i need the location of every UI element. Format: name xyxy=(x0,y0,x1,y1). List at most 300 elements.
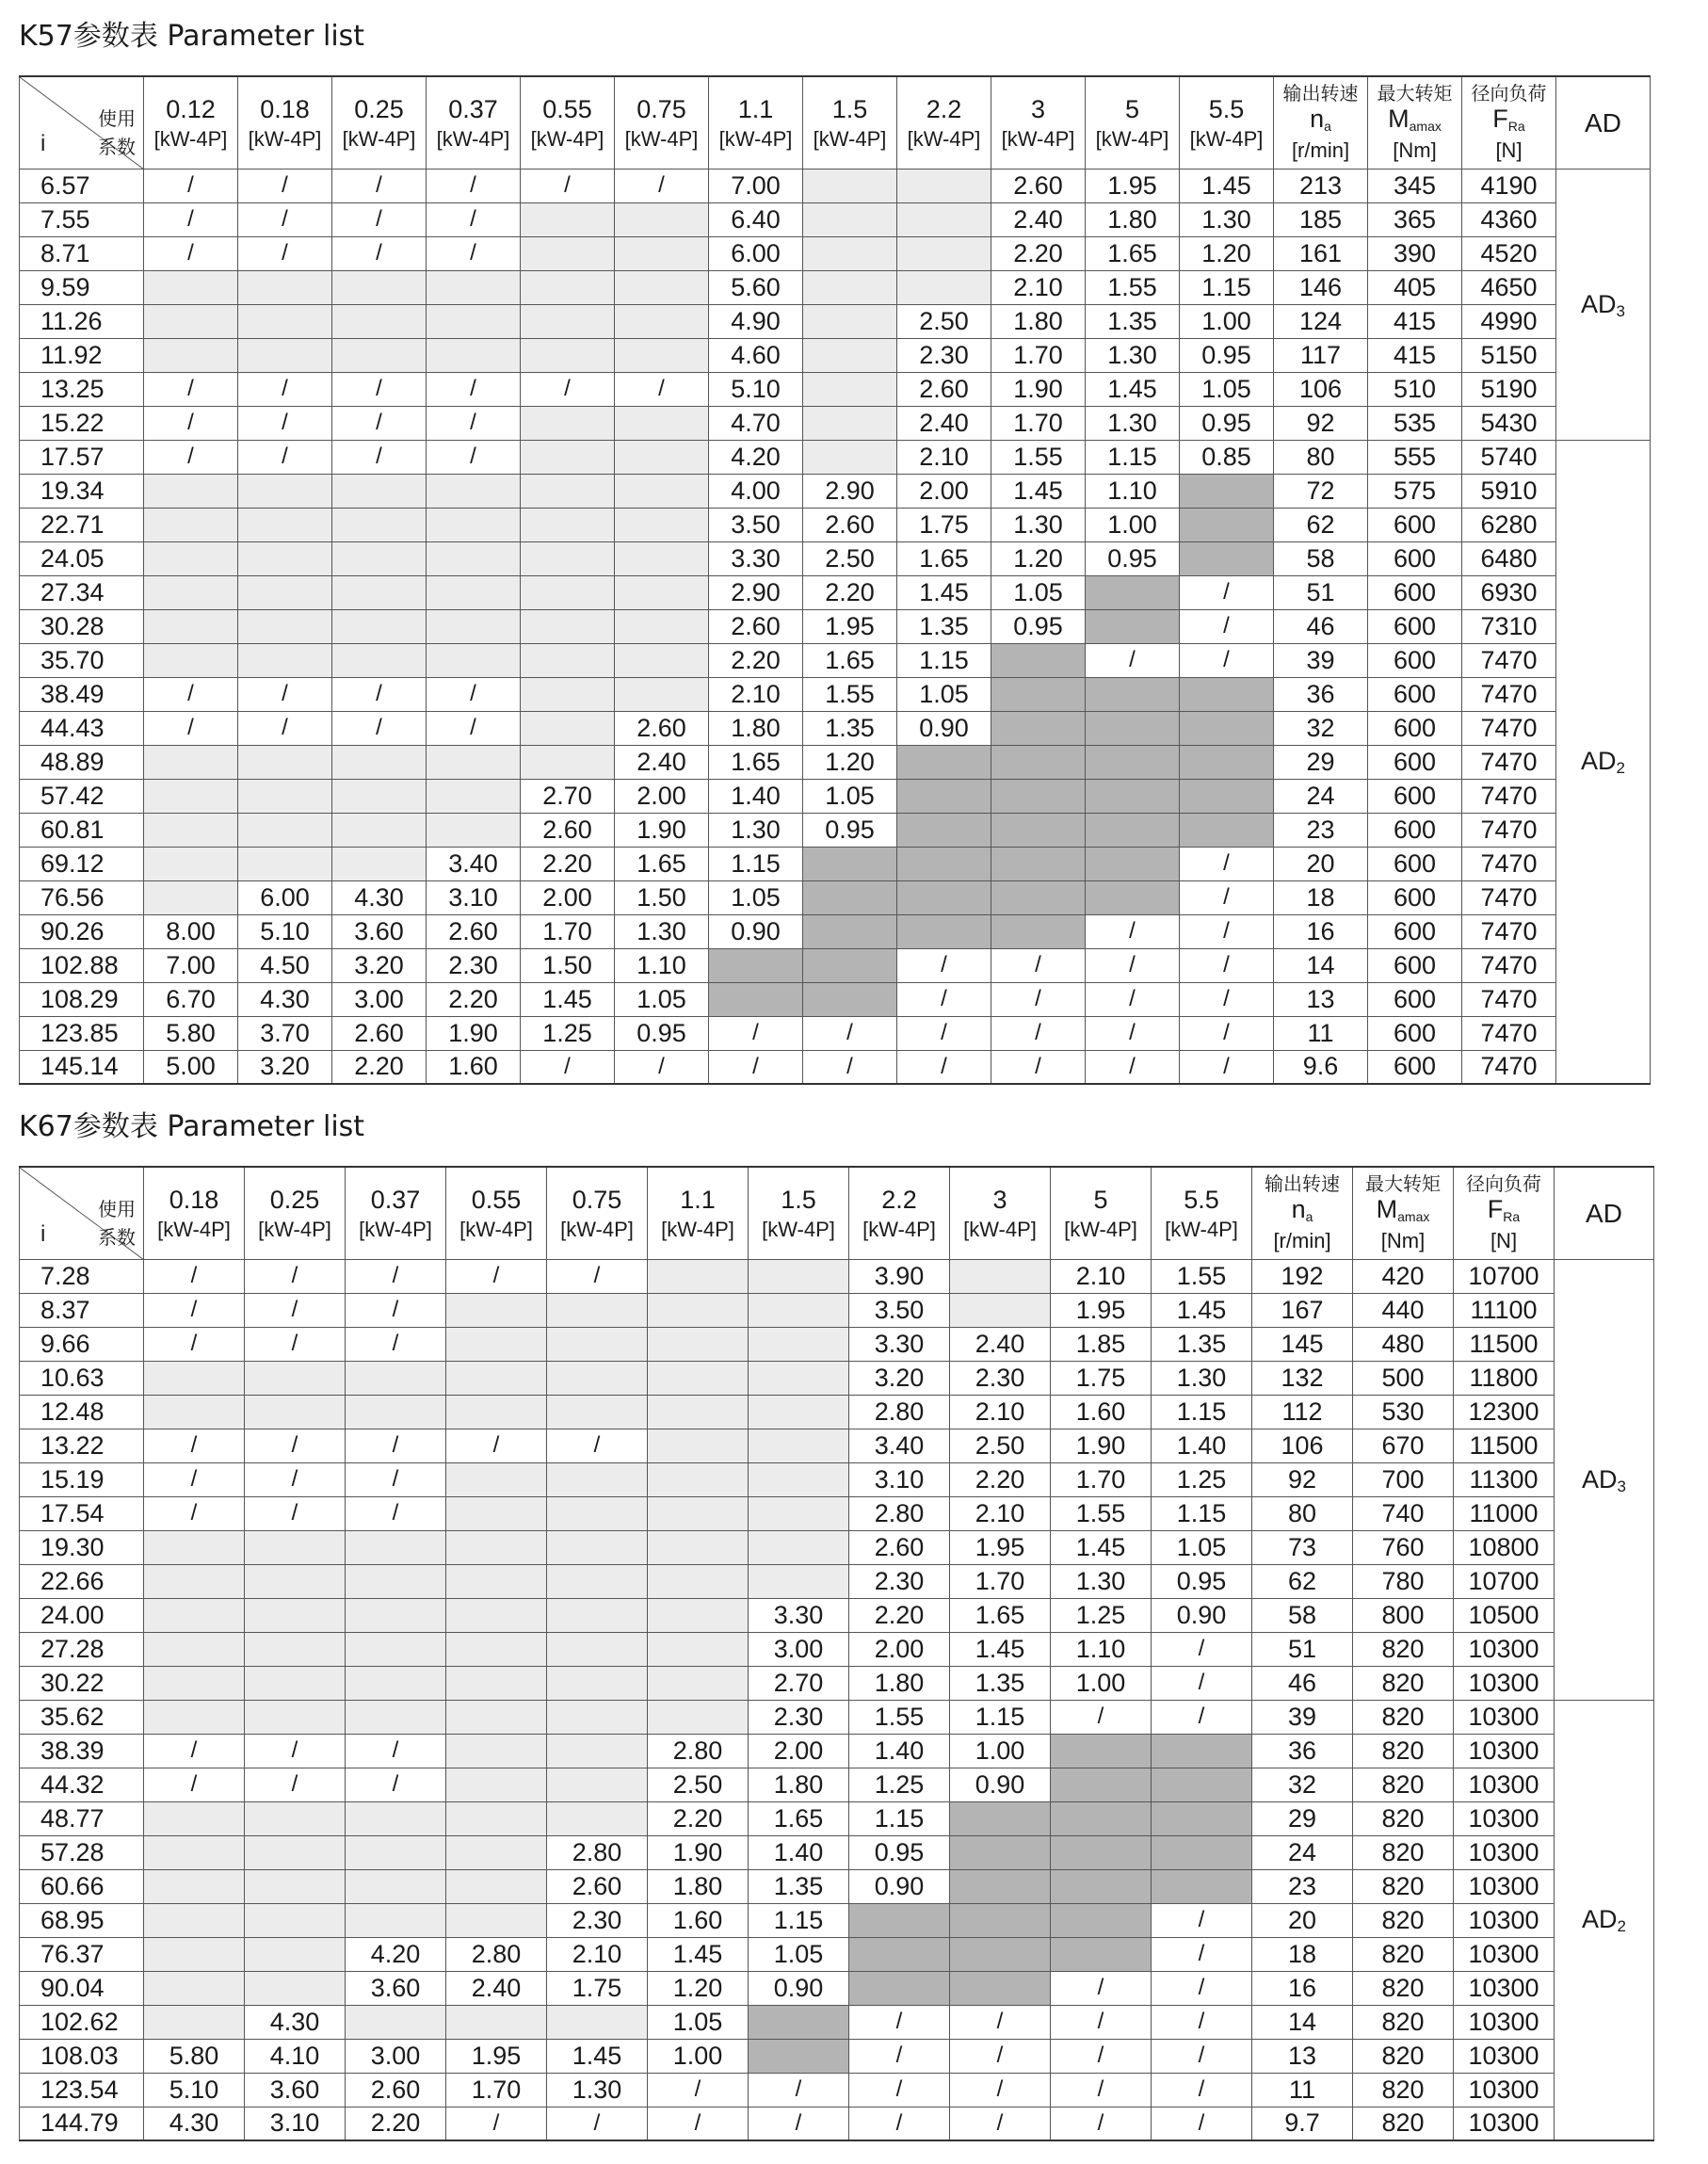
not-applicable-cell: / xyxy=(950,2073,1051,2107)
service-factor-cell: 2.90 xyxy=(803,474,897,508)
table-row xyxy=(20,1768,1654,1801)
empty-cell xyxy=(547,1666,648,1700)
service-factor-cell: 2.10 xyxy=(1051,1259,1152,1293)
power-value: 2.2 xyxy=(926,94,962,123)
service-factor-cell: 1.55 xyxy=(1152,1259,1252,1293)
not-applicable-cell: / xyxy=(245,1327,346,1361)
not-applicable-cell: / xyxy=(991,948,1086,982)
empty-cell xyxy=(238,270,332,304)
table-row xyxy=(20,2073,1654,2107)
header-symbol: $M_{amax}$ xyxy=(1376,1195,1430,1225)
service-factor-cell: 4.00 xyxy=(709,474,803,508)
max-torque-cell: 780 xyxy=(1353,1564,1454,1598)
service-factor-cell: 2.60 xyxy=(615,711,709,745)
table-row xyxy=(20,745,1651,779)
not-applicable-cell: / xyxy=(615,372,709,406)
power-header xyxy=(332,76,427,169)
not-applicable-cell: / xyxy=(238,406,332,440)
not-applicable-cell: / xyxy=(1086,948,1180,982)
unavailable-cell xyxy=(950,1835,1051,1869)
service-factor-cell: 2.50 xyxy=(803,541,897,575)
service-factor-cell: 1.80 xyxy=(648,1869,749,1903)
empty-cell xyxy=(427,575,521,609)
table-row xyxy=(20,982,1651,1016)
ratio-cell: 60.66 xyxy=(20,1869,144,1903)
power-header xyxy=(1152,1167,1252,1259)
service-factor-cell: 1.60 xyxy=(427,1050,521,1084)
radial-load-cell: 11100 xyxy=(1454,1293,1555,1327)
ratio-cell: 27.34 xyxy=(20,575,144,609)
ratio-cell: 30.22 xyxy=(20,1666,144,1700)
service-factor-cell: 5.10 xyxy=(238,914,332,948)
empty-cell xyxy=(144,270,238,304)
radial-load-cell: 4360 xyxy=(1462,202,1556,236)
service-factor-cell: 1.75 xyxy=(547,1971,648,2005)
header-symbol: $n_a$ xyxy=(1291,1195,1313,1225)
radial-load-cell: 10700 xyxy=(1454,1259,1555,1293)
service-factor-cell: 1.45 xyxy=(897,575,991,609)
ratio-cell: 30.28 xyxy=(20,609,144,643)
not-applicable-cell: / xyxy=(1180,847,1274,880)
output-speed-cell: 73 xyxy=(1252,1530,1353,1564)
power-unit: [kW-4P] xyxy=(907,126,981,151)
corner-coef-label: 系数 xyxy=(98,136,136,158)
ratio-cell: 44.43 xyxy=(20,711,144,745)
header-unit: [Nm] xyxy=(1380,1229,1426,1253)
not-applicable-cell: / xyxy=(1086,643,1180,677)
empty-cell xyxy=(521,270,615,304)
service-factor-cell: 2.20 xyxy=(991,236,1086,270)
empty-cell xyxy=(144,643,238,677)
empty-cell xyxy=(346,1395,446,1429)
header-unit: [r/min] xyxy=(1291,138,1350,163)
radial-load-cell: 10300 xyxy=(1454,2005,1555,2039)
unavailable-cell xyxy=(709,948,803,982)
ratio-cell: 123.85 xyxy=(20,1016,144,1050)
unavailable-cell xyxy=(897,779,991,813)
ad-header: AD xyxy=(1555,1167,1654,1259)
service-factor-cell: 1.10 xyxy=(1051,1632,1152,1666)
unavailable-cell xyxy=(1180,813,1274,847)
empty-cell xyxy=(897,270,991,304)
power-unit: [kW-4P] xyxy=(342,126,416,151)
power-value: 2.2 xyxy=(881,1185,917,1214)
max-torque-cell: 820 xyxy=(1353,1903,1454,1937)
empty-cell xyxy=(245,1801,346,1835)
power-header xyxy=(238,76,332,169)
service-factor-cell: 0.95 xyxy=(1152,1564,1252,1598)
service-factor-cell: 1.80 xyxy=(1086,202,1180,236)
empty-cell xyxy=(521,575,615,609)
service-factor-cell: 2.80 xyxy=(446,1937,547,1971)
power-unit: [kW-4P] xyxy=(560,1217,634,1241)
empty-cell xyxy=(749,1395,849,1429)
max-torque-cell: 820 xyxy=(1353,1835,1454,1869)
empty-cell xyxy=(346,1666,446,1700)
radial-load-cell: 7470 xyxy=(1462,880,1556,914)
service-factor-cell: 1.05 xyxy=(991,575,1086,609)
not-applicable-cell: / xyxy=(1180,948,1274,982)
radial-load-cell: 10300 xyxy=(1454,1835,1555,1869)
ad-label: AD xyxy=(1582,1464,1618,1494)
empty-cell xyxy=(648,1462,749,1496)
not-applicable-cell: / xyxy=(1180,1016,1274,1050)
ratio-cell: 144.79 xyxy=(20,2107,144,2140)
unavailable-cell xyxy=(1051,1734,1152,1768)
service-factor-cell: 8.00 xyxy=(144,914,238,948)
service-factor-cell: 1.50 xyxy=(615,880,709,914)
empty-cell xyxy=(144,847,238,880)
table-row xyxy=(20,1835,1654,1869)
empty-cell xyxy=(346,1632,446,1666)
ratio-cell: 13.22 xyxy=(20,1429,144,1462)
not-applicable-cell: / xyxy=(144,406,238,440)
empty-cell xyxy=(144,474,238,508)
ad-label: AD xyxy=(1581,747,1617,776)
ad-subscript: 2 xyxy=(1617,1917,1626,1936)
radial-load-cell: 7470 xyxy=(1462,677,1556,711)
not-applicable-cell: / xyxy=(1086,982,1180,1016)
service-factor-cell: 3.00 xyxy=(749,1632,849,1666)
service-factor-cell: 1.70 xyxy=(446,2073,547,2107)
not-applicable-cell: / xyxy=(648,2073,749,2107)
service-factor-cell: 1.65 xyxy=(803,643,897,677)
service-factor-cell: 3.40 xyxy=(427,847,521,880)
service-factor-cell: 5.00 xyxy=(144,1050,238,1084)
service-factor-cell: 0.85 xyxy=(1180,440,1274,474)
max-torque-header xyxy=(1353,1167,1454,1259)
radial-load-cell: 10300 xyxy=(1454,1632,1555,1666)
not-applicable-cell: / xyxy=(849,2107,950,2140)
empty-cell xyxy=(245,1564,346,1598)
radial-load-cell: 11800 xyxy=(1454,1361,1555,1395)
unavailable-cell xyxy=(1180,745,1274,779)
empty-cell xyxy=(245,1530,346,1564)
empty-cell xyxy=(648,1632,749,1666)
unavailable-cell xyxy=(897,813,991,847)
empty-cell xyxy=(446,1598,547,1632)
max-torque-cell: 600 xyxy=(1368,880,1462,914)
not-applicable-cell: / xyxy=(238,677,332,711)
power-header xyxy=(1086,76,1180,169)
empty-cell xyxy=(615,304,709,338)
not-applicable-cell: / xyxy=(144,202,238,236)
ratio-cell: 11.92 xyxy=(20,338,144,372)
radial-load-cell: 7470 xyxy=(1462,1050,1556,1084)
not-applicable-cell: / xyxy=(1152,2107,1252,2140)
empty-cell xyxy=(547,1293,648,1327)
empty-cell xyxy=(427,813,521,847)
output-speed-cell: 24 xyxy=(1252,1835,1353,1869)
table-row xyxy=(20,270,1651,304)
empty-cell xyxy=(446,1632,547,1666)
empty-cell xyxy=(648,1327,749,1361)
unavailable-cell xyxy=(1086,813,1180,847)
empty-cell xyxy=(238,609,332,643)
service-factor-cell: 6.40 xyxy=(709,202,803,236)
service-factor-cell: 0.90 xyxy=(1152,1598,1252,1632)
empty-cell xyxy=(547,1598,648,1632)
corner-cell xyxy=(20,1167,144,1259)
table-row xyxy=(20,1395,1654,1429)
empty-cell xyxy=(749,1327,849,1361)
unavailable-cell xyxy=(1086,880,1180,914)
not-applicable-cell: / xyxy=(332,677,427,711)
service-factor-cell: 1.25 xyxy=(521,1016,615,1050)
empty-cell xyxy=(446,1903,547,1937)
power-value: 0.25 xyxy=(354,94,404,123)
service-factor-cell: 3.50 xyxy=(709,508,803,541)
max-torque-cell: 820 xyxy=(1353,1700,1454,1734)
empty-cell xyxy=(648,1496,749,1530)
not-applicable-cell: / xyxy=(991,1016,1086,1050)
not-applicable-cell: / xyxy=(238,202,332,236)
empty-cell xyxy=(648,1700,749,1734)
empty-cell xyxy=(521,338,615,372)
output-speed-cell: 124 xyxy=(1274,304,1368,338)
empty-cell xyxy=(346,1869,446,1903)
table-row xyxy=(20,880,1651,914)
power-unit: [kW-4P] xyxy=(153,126,228,151)
empty-cell xyxy=(547,1361,648,1395)
empty-cell xyxy=(144,1971,245,2005)
empty-cell xyxy=(446,1734,547,1768)
not-applicable-cell: / xyxy=(144,1734,245,1768)
empty-cell xyxy=(144,1564,245,1598)
service-factor-cell: 3.20 xyxy=(849,1361,950,1395)
empty-cell xyxy=(446,1666,547,1700)
not-applicable-cell: / xyxy=(1180,982,1274,1016)
service-factor-cell: 1.45 xyxy=(1180,169,1274,202)
not-applicable-cell: / xyxy=(1152,2073,1252,2107)
empty-cell xyxy=(144,1666,245,1700)
empty-cell xyxy=(144,1869,245,1903)
max-torque-cell: 600 xyxy=(1368,1016,1462,1050)
unavailable-cell xyxy=(1051,1869,1152,1903)
empty-cell xyxy=(615,677,709,711)
service-factor-cell: 1.55 xyxy=(1086,270,1180,304)
output-speed-cell: 106 xyxy=(1252,1429,1353,1462)
empty-cell xyxy=(803,202,897,236)
ratio-cell: 12.48 xyxy=(20,1395,144,1429)
max-torque-cell: 440 xyxy=(1353,1293,1454,1327)
corner-cell xyxy=(20,76,144,169)
not-applicable-cell: / xyxy=(803,1050,897,1084)
not-applicable-cell: / xyxy=(446,1429,547,1462)
table-row xyxy=(20,1971,1654,2005)
empty-cell xyxy=(803,169,897,202)
output-speed-cell: 46 xyxy=(1274,609,1368,643)
table-row xyxy=(20,1700,1654,1734)
empty-cell xyxy=(144,304,238,338)
not-applicable-cell: / xyxy=(1051,1971,1152,2005)
empty-cell xyxy=(427,508,521,541)
output-speed-cell: 62 xyxy=(1274,508,1368,541)
service-factor-cell: 4.30 xyxy=(245,2005,346,2039)
service-factor-cell: 5.80 xyxy=(144,2039,245,2073)
power-unit: [kW-4P] xyxy=(1064,1217,1137,1241)
service-factor-cell: 1.55 xyxy=(1051,1496,1152,1530)
empty-cell xyxy=(615,474,709,508)
service-factor-cell: 1.45 xyxy=(991,474,1086,508)
empty-cell xyxy=(332,643,427,677)
service-factor-cell: 1.45 xyxy=(1086,372,1180,406)
ratio-cell: 35.62 xyxy=(20,1700,144,1734)
ratio-cell: 48.77 xyxy=(20,1801,144,1835)
unavailable-cell xyxy=(1152,1801,1252,1835)
service-factor-cell: 2.90 xyxy=(709,575,803,609)
power-value: 1.5 xyxy=(831,94,868,123)
ratio-cell: 6.57 xyxy=(20,169,144,202)
radial-load-cell: 4190 xyxy=(1462,169,1556,202)
service-factor-cell: 1.05 xyxy=(709,880,803,914)
service-factor-cell: 0.95 xyxy=(803,813,897,847)
service-factor-cell: 2.30 xyxy=(897,338,991,372)
output-speed-cell: 92 xyxy=(1252,1462,1353,1496)
service-factor-cell: 6.70 xyxy=(144,982,238,1016)
empty-cell xyxy=(749,1293,849,1327)
empty-cell xyxy=(427,338,521,372)
table-row xyxy=(20,1801,1654,1835)
empty-cell xyxy=(245,1700,346,1734)
table-row xyxy=(20,304,1651,338)
service-factor-cell: 1.35 xyxy=(950,1666,1051,1700)
empty-cell xyxy=(446,1530,547,1564)
service-factor-cell: 2.40 xyxy=(615,745,709,779)
service-factor-cell: 3.10 xyxy=(849,1462,950,1496)
service-factor-cell: 2.50 xyxy=(897,304,991,338)
empty-cell xyxy=(446,1869,547,1903)
service-factor-cell: 1.70 xyxy=(991,406,1086,440)
radial-load-cell: 11500 xyxy=(1454,1327,1555,1361)
max-torque-cell: 600 xyxy=(1368,677,1462,711)
empty-cell xyxy=(346,1564,446,1598)
empty-cell xyxy=(803,440,897,474)
radial-load-cell: 10800 xyxy=(1454,1530,1555,1564)
table-row xyxy=(20,1598,1654,1632)
table-row xyxy=(20,1632,1654,1666)
service-factor-cell: 2.60 xyxy=(547,1869,648,1903)
service-factor-cell: 4.20 xyxy=(346,1937,446,1971)
service-factor-cell: 1.55 xyxy=(803,677,897,711)
unavailable-cell xyxy=(897,914,991,948)
service-factor-cell: 4.10 xyxy=(245,2039,346,2073)
max-torque-cell: 820 xyxy=(1353,1801,1454,1835)
empty-cell xyxy=(238,847,332,880)
radial-load-cell: 10300 xyxy=(1454,2039,1555,2073)
not-applicable-cell: / xyxy=(332,711,427,745)
not-applicable-cell: / xyxy=(1180,609,1274,643)
service-factor-cell: 0.95 xyxy=(615,1016,709,1050)
empty-cell xyxy=(615,575,709,609)
unavailable-cell xyxy=(1152,1734,1252,1768)
empty-cell xyxy=(245,1632,346,1666)
service-factor-cell: 2.20 xyxy=(332,1050,427,1084)
not-applicable-cell: / xyxy=(346,1429,446,1462)
ratio-cell: 57.28 xyxy=(20,1835,144,1869)
radial-load-cell: 10300 xyxy=(1454,1734,1555,1768)
service-factor-cell: 1.40 xyxy=(1152,1429,1252,1462)
empty-cell xyxy=(897,202,991,236)
not-applicable-cell: / xyxy=(427,372,521,406)
power-value: 0.75 xyxy=(572,1185,622,1214)
not-applicable-cell: / xyxy=(245,1734,346,1768)
empty-cell xyxy=(803,372,897,406)
service-factor-cell: 1.45 xyxy=(1152,1293,1252,1327)
not-applicable-cell: / xyxy=(446,2107,547,2140)
unavailable-cell xyxy=(1180,508,1274,541)
empty-cell xyxy=(897,236,991,270)
not-applicable-cell: / xyxy=(427,406,521,440)
service-factor-cell: 1.30 xyxy=(547,2073,648,2107)
max-torque-cell: 405 xyxy=(1368,270,1462,304)
empty-cell xyxy=(446,1361,547,1395)
not-applicable-cell: / xyxy=(346,1462,446,1496)
empty-cell xyxy=(346,1598,446,1632)
empty-cell xyxy=(332,338,427,372)
unavailable-cell xyxy=(897,880,991,914)
power-value: 0.18 xyxy=(260,94,310,123)
service-factor-cell: 1.00 xyxy=(648,2039,749,2073)
header-unit: [N] xyxy=(1490,1229,1518,1253)
not-applicable-cell: / xyxy=(1051,2073,1152,2107)
unavailable-cell xyxy=(1086,745,1180,779)
empty-cell xyxy=(245,1395,346,1429)
power-value: 0.55 xyxy=(471,1185,522,1214)
empty-cell xyxy=(332,609,427,643)
service-factor-cell: 1.45 xyxy=(1051,1530,1152,1564)
output-speed-cell: 117 xyxy=(1274,338,1368,372)
power-unit: [kW-4P] xyxy=(813,126,887,151)
table-row xyxy=(20,643,1651,677)
table-row xyxy=(20,338,1651,372)
service-factor-cell: 1.05 xyxy=(1152,1530,1252,1564)
max-torque-cell: 365 xyxy=(1368,202,1462,236)
empty-cell xyxy=(547,1801,648,1835)
power-header xyxy=(803,76,897,169)
empty-cell xyxy=(238,813,332,847)
empty-cell xyxy=(238,779,332,813)
empty-cell xyxy=(803,236,897,270)
not-applicable-cell: / xyxy=(346,1259,446,1293)
power-header xyxy=(245,1167,346,1259)
radial-load-cell: 7470 xyxy=(1462,643,1556,677)
corner-ratio-label: i xyxy=(40,1221,46,1247)
radial-load-cell: 10300 xyxy=(1454,2107,1555,2140)
unavailable-cell xyxy=(950,1937,1051,1971)
power-header xyxy=(615,76,709,169)
power-header xyxy=(991,76,1086,169)
empty-cell xyxy=(648,1598,749,1632)
service-factor-cell: 3.20 xyxy=(332,948,427,982)
ad-group-cell xyxy=(1555,1700,1654,2140)
output-speed-header xyxy=(1252,1167,1353,1259)
service-factor-cell: 2.30 xyxy=(849,1564,950,1598)
unavailable-cell xyxy=(991,779,1086,813)
unavailable-cell xyxy=(1086,575,1180,609)
empty-cell xyxy=(803,304,897,338)
empty-cell xyxy=(521,202,615,236)
empty-cell xyxy=(144,779,238,813)
empty-cell xyxy=(245,1598,346,1632)
unavailable-cell xyxy=(849,1937,950,1971)
service-factor-cell: 2.00 xyxy=(615,779,709,813)
radial-load-cell: 10300 xyxy=(1454,1801,1555,1835)
output-speed-cell: 32 xyxy=(1252,1768,1353,1801)
ratio-cell: 27.28 xyxy=(20,1632,144,1666)
header-cn-label: 径向负荷 xyxy=(1471,82,1547,105)
not-applicable-cell: / xyxy=(1152,1666,1252,1700)
